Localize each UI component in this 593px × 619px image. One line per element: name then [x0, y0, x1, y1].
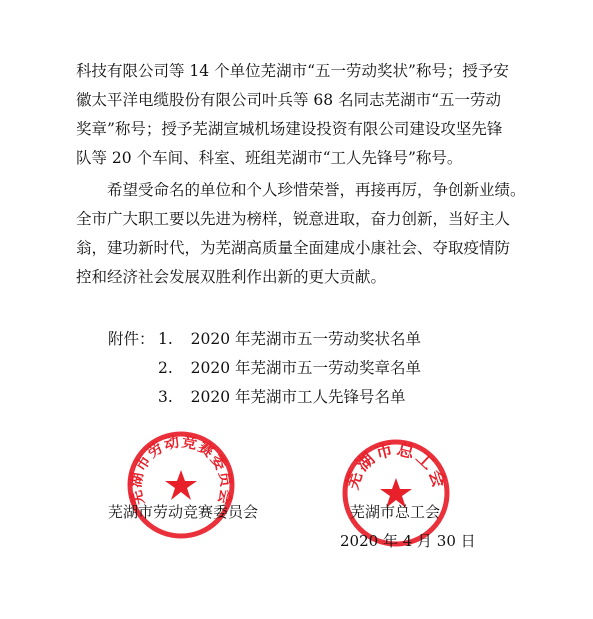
document-date: 2020 年 4 月 30 日: [340, 532, 476, 550]
attachment-title: 2020 年芜湖市五一劳动奖章名单: [190, 359, 422, 377]
attachment-item: [158, 325, 421, 353]
signature-federation-of-trade-unions: 芜湖市总工会: [350, 503, 441, 521]
attachment-item: [158, 354, 421, 382]
attachment-number: 3.: [158, 388, 173, 406]
paragraph-line: 奖章”称号；授予芜湖宣城机场建设投资有限公司建设攻坚先锋: [76, 120, 503, 138]
paragraph-line: 控和经济社会发展双胜利作出新的更大贡献。: [76, 268, 387, 286]
paragraph-line: 科技有限公司等 14 个单位芜湖市“五一劳动奖状”称号；授予安: [76, 62, 509, 80]
paragraph-line: 队等 20 个车间、科室、班组芜湖市“工人先锋号”称号。: [76, 149, 463, 167]
paragraph-call-to-action: [76, 176, 526, 292]
attachments-label: 附件：: [108, 330, 155, 348]
seal-left-text: 芜湖市劳动竞赛委员会: [126, 432, 236, 508]
signature-labor-competition-committee: 芜湖市劳动竞赛委员会: [108, 503, 259, 521]
attachment-number: 1.: [158, 330, 173, 348]
attachment-number: 2.: [158, 359, 173, 377]
paragraph-line: 徽太平洋电缆股份有限公司叶兵等 68 名同志芜湖市“五一劳动: [76, 91, 502, 109]
seal-labor-competition-committee: [126, 430, 236, 540]
paragraph-line: 希望受命名的单位和个人珍惜荣誉，再接再厉，争创新业绩。: [107, 181, 526, 199]
paragraph-line: 翁，建功新时代，为芜湖高质量全面建成小康社会、夺取疫情防: [76, 239, 511, 257]
attachment-item: [158, 383, 406, 411]
paragraph-line: 全市广大职工要以先进为榜样，锐意进取，奋力创新，当好主人: [76, 210, 511, 228]
attachment-title: 2020 年芜湖市五一劳动奖状名单: [190, 330, 422, 348]
attachment-title: 2020 年芜湖市工人先锋号名单: [190, 388, 406, 406]
seal-right-text: 芜湖市总工会: [342, 439, 450, 492]
star-icon: [165, 470, 197, 500]
seal-left-graphic: [126, 430, 236, 540]
paragraph-awards: [76, 57, 526, 173]
